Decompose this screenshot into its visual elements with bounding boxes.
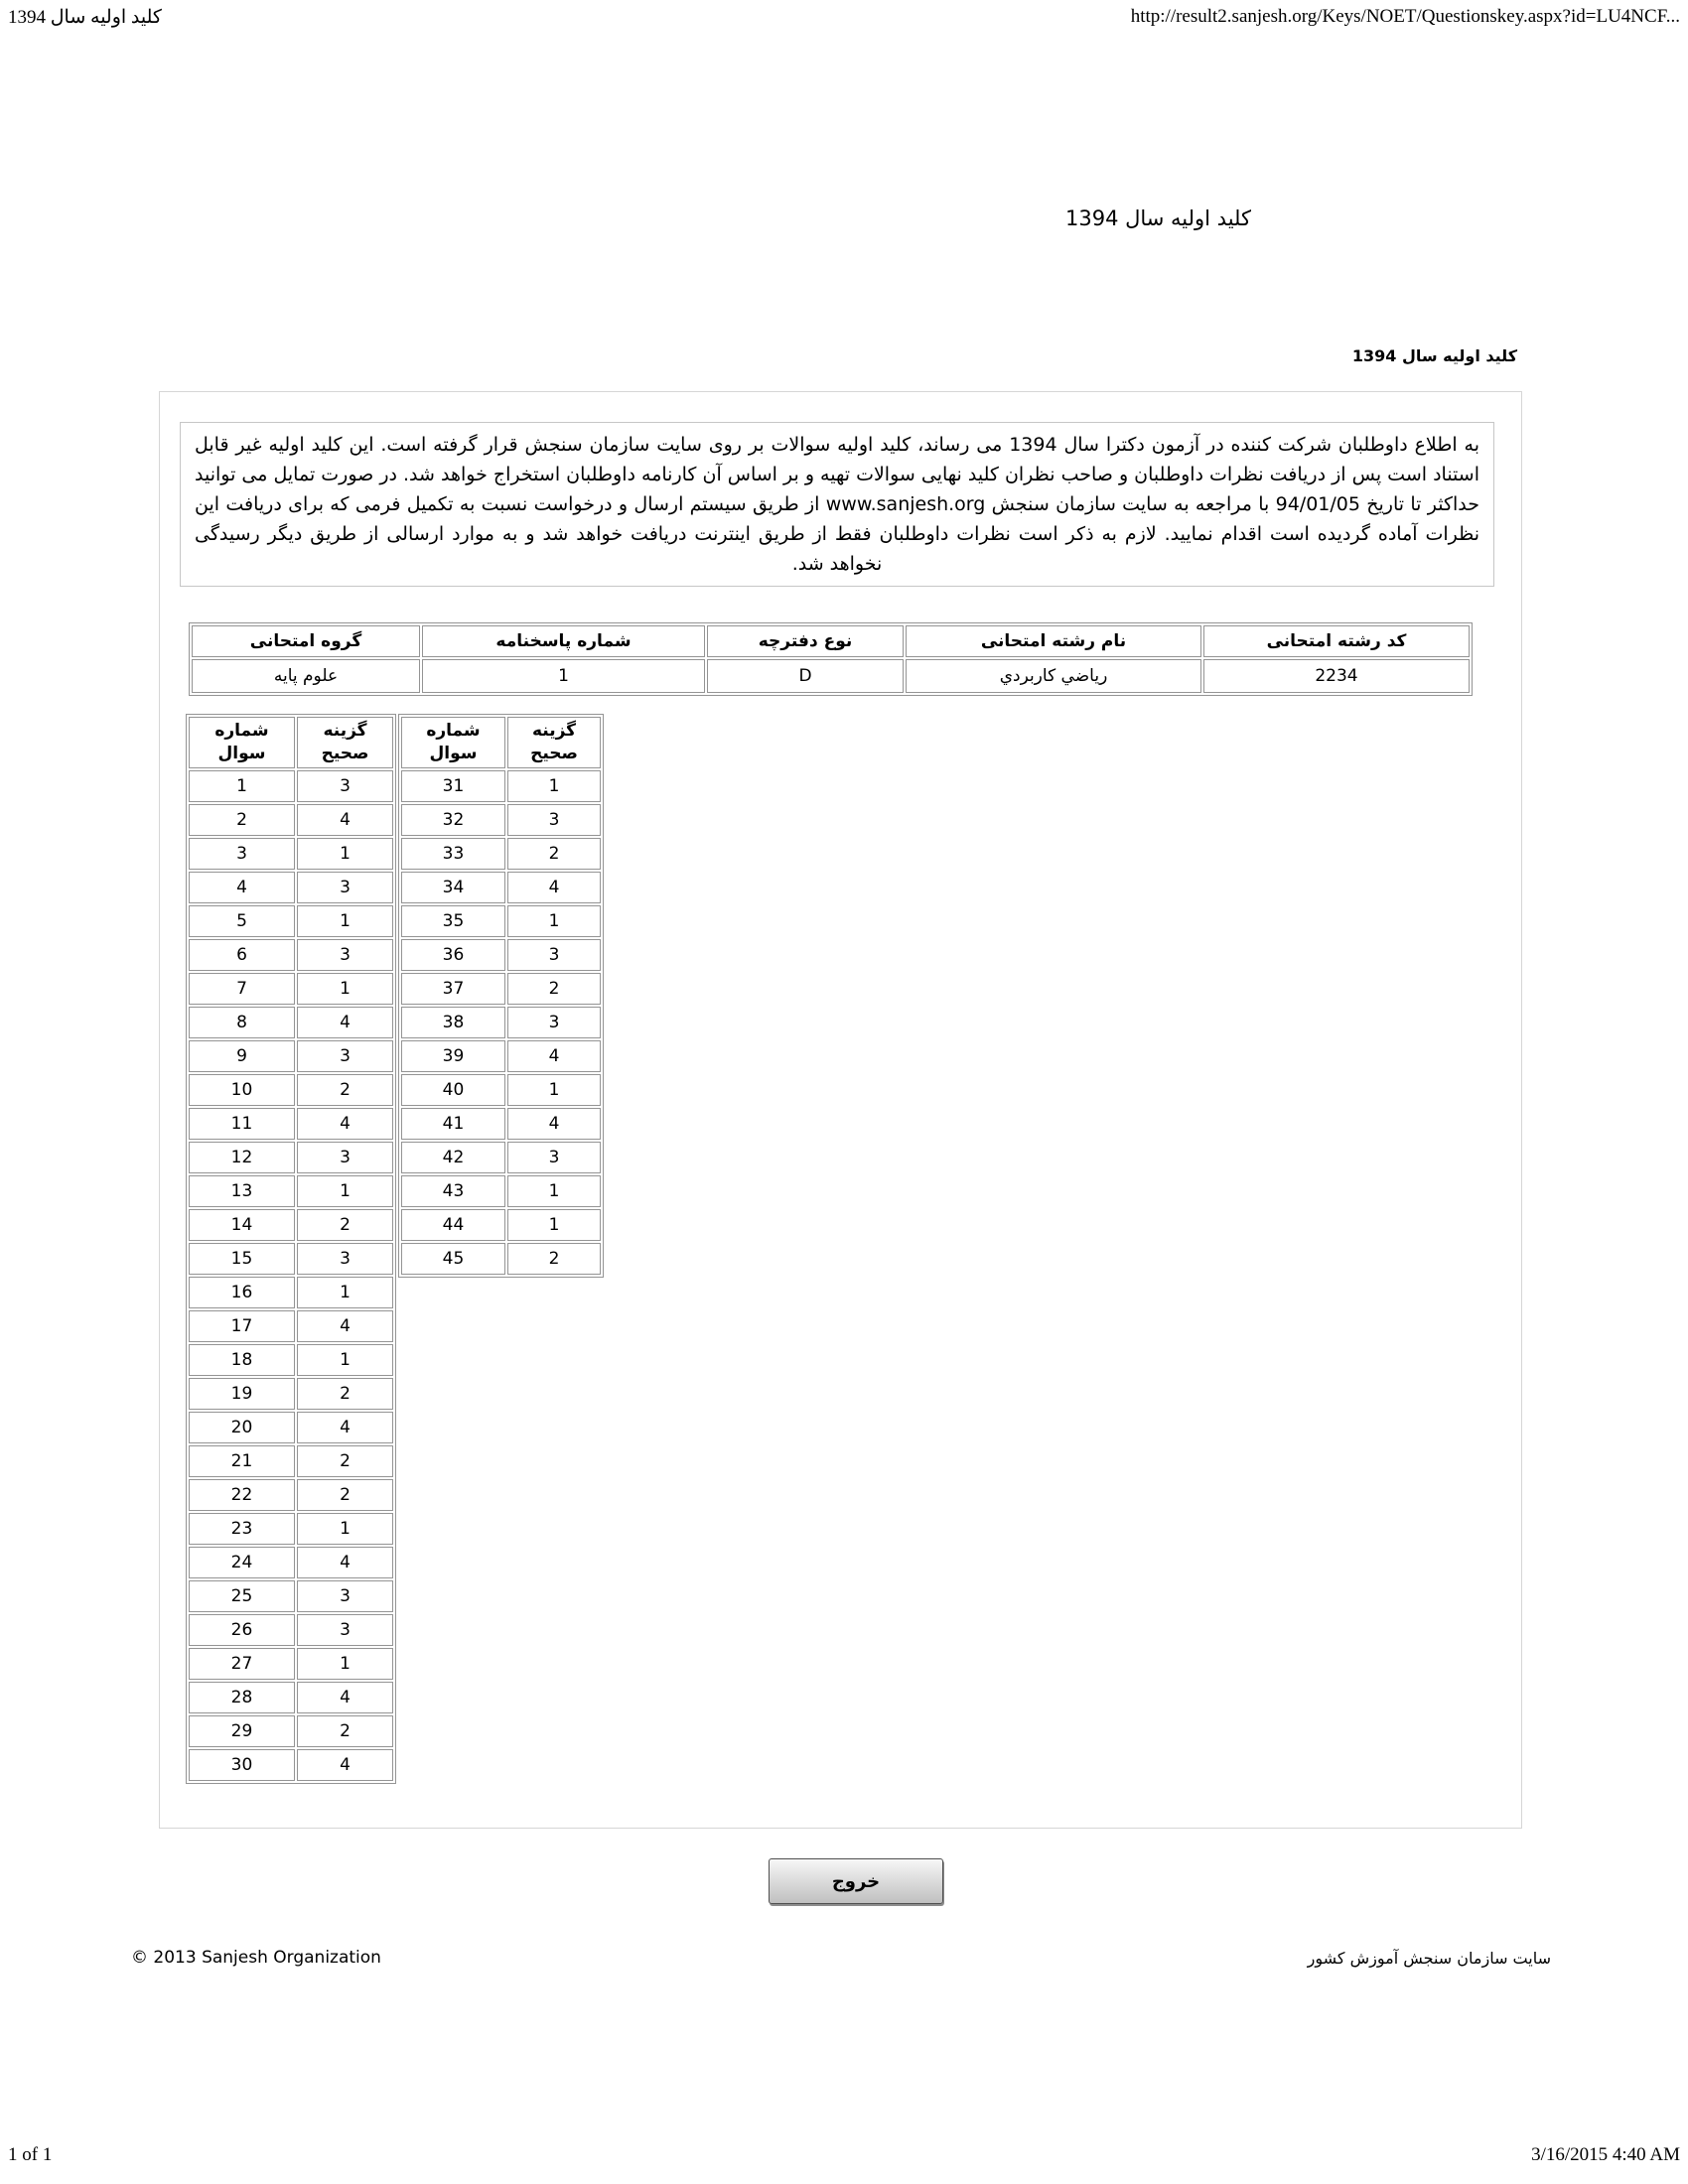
- exam-field-code-value: 2234: [1203, 659, 1470, 693]
- answer-row: [189, 1715, 393, 1747]
- question-number-cell: 14: [189, 1209, 295, 1241]
- answer-row: [189, 1142, 393, 1173]
- question-number-cell: 8: [189, 1007, 295, 1038]
- question-number-cell: 6: [189, 939, 295, 971]
- exam-field-name-header: نام رشته امتحانی: [906, 625, 1201, 657]
- exam-field-name-value: ریاضي کاربردي: [906, 659, 1201, 693]
- answer-row: [401, 1175, 601, 1207]
- question-number-cell: 34: [401, 872, 505, 903]
- question-number-cell: 11: [189, 1108, 295, 1140]
- correct-option-cell: 3: [507, 1007, 601, 1038]
- correct-option-cell: 3: [507, 1142, 601, 1173]
- answer-row: [189, 770, 393, 802]
- correct-option-cell: 4: [297, 804, 393, 836]
- answersheet-number-value: 1: [422, 659, 705, 693]
- question-number-cell: 23: [189, 1513, 295, 1545]
- question-number-cell: 41: [401, 1108, 505, 1140]
- question-number-cell: 27: [189, 1648, 295, 1680]
- question-number-cell: 26: [189, 1614, 295, 1646]
- question-number-cell: 38: [401, 1007, 505, 1038]
- answer-row: [401, 804, 601, 836]
- correct-option-cell: 4: [507, 1108, 601, 1140]
- question-number-cell: 43: [401, 1175, 505, 1207]
- exam-group-value: علوم پایه: [192, 659, 420, 693]
- correct-option-cell: 1: [507, 1175, 601, 1207]
- page-title: کلید اولیه سال 1394: [1064, 206, 1251, 230]
- answer-row: [189, 905, 393, 937]
- answer-row: [189, 1547, 393, 1578]
- question-number-cell: 28: [189, 1682, 295, 1713]
- exam-field-code-header: کد رشته امتحانی: [1203, 625, 1470, 657]
- question-number-cell: 10: [189, 1074, 295, 1106]
- answer-row: [189, 1445, 393, 1477]
- answer-row: [401, 1142, 601, 1173]
- correct-option-cell: 1: [297, 973, 393, 1005]
- correct-option-cell: 4: [507, 872, 601, 903]
- exit-button[interactable]: خروج: [769, 1858, 943, 1904]
- correct-option-cell: 2: [297, 1445, 393, 1477]
- answer-row: [189, 1412, 393, 1443]
- question-number-cell: 37: [401, 973, 505, 1005]
- correct-option-cell: 1: [297, 905, 393, 937]
- answer-row: [189, 1310, 393, 1342]
- question-number-cell: 33: [401, 838, 505, 870]
- answer-row: [401, 1209, 601, 1241]
- notice-text: به اطلاع داوطلبان شرکت کننده در آزمون دکترا سال 1394 می رساند، کلید اولیه سوالات بر روی سایت سازمان سنجش قرار گرفته است. این کلید اولیه غیر قابل استناد است پس از دریافت نظرات داوطلبان و صاحب نظران کلید نهایی سوالات تهیه و بر اساس آن کارنامه داوطلبان استخراج خواهد شد. در صورت تمایل می توانید حداکثر تا تاریخ 94/01/05 با مراجعه به سایت سازمان سنجش www.sanjesh.org از طریق سیستم ارسال و درخواست نسبت به تکمیل فرمی که برای دریافت این نظرات آماده گردیده است اقدام نمایید. لازم به ذکر است نظرات داوطلبان فقط از طریق اینترنت دریافت خواهد شد و به موارد ارسالی از طریق دیگر رسیدگی نخواهد شد.: [195, 434, 1480, 575]
- question-number-cell: 7: [189, 973, 295, 1005]
- correct-option-cell: 1: [297, 1648, 393, 1680]
- answer-row: [401, 1243, 601, 1275]
- answer-row: [401, 1074, 601, 1106]
- answer-row: [401, 1007, 601, 1038]
- print-header-document-title: کلید اولیه سال 1394: [8, 7, 162, 28]
- question-number-cell: 2: [189, 804, 295, 836]
- question-number-column-header: شماره سوال: [189, 717, 295, 768]
- question-number-cell: 24: [189, 1547, 295, 1578]
- correct-option-cell: 2: [297, 1479, 393, 1511]
- answer-row: [189, 1682, 393, 1713]
- notice-box: [180, 422, 1494, 587]
- answer-row: [189, 1648, 393, 1680]
- answer-row: [189, 1277, 393, 1308]
- section-title: کلید اولیه سال 1394: [1351, 346, 1517, 365]
- answer-row: [189, 804, 393, 836]
- correct-option-cell: 4: [297, 1310, 393, 1342]
- correct-option-column-header: گزینه صحیح: [297, 717, 393, 768]
- question-number-cell: 16: [189, 1277, 295, 1308]
- answer-row: [189, 1378, 393, 1410]
- correct-option-cell: 4: [297, 1547, 393, 1578]
- answer-table-header-row: [401, 717, 601, 768]
- correct-option-cell: 1: [297, 838, 393, 870]
- correct-option-cell: 3: [297, 1142, 393, 1173]
- question-number-cell: 12: [189, 1142, 295, 1173]
- correct-option-cell: 4: [297, 1412, 393, 1443]
- question-number-cell: 31: [401, 770, 505, 802]
- question-number-cell: 30: [189, 1749, 295, 1781]
- question-number-cell: 21: [189, 1445, 295, 1477]
- correct-option-cell: 3: [297, 1243, 393, 1275]
- correct-option-cell: 2: [297, 1074, 393, 1106]
- correct-option-cell: 2: [507, 1243, 601, 1275]
- correct-option-cell: 3: [297, 1614, 393, 1646]
- answer-row: [189, 1108, 393, 1140]
- question-number-cell: 40: [401, 1074, 505, 1106]
- question-number-cell: 29: [189, 1715, 295, 1747]
- print-footer-page-number: 1 of 1: [8, 2144, 53, 2165]
- correct-option-cell: 2: [297, 1209, 393, 1241]
- question-number-cell: 19: [189, 1378, 295, 1410]
- answer-table-header-row: [189, 717, 393, 768]
- correct-option-cell: 4: [297, 1108, 393, 1140]
- correct-option-cell: 3: [507, 939, 601, 971]
- correct-option-cell: 1: [507, 905, 601, 937]
- answer-row: [189, 1580, 393, 1612]
- correct-option-cell: 1: [507, 770, 601, 802]
- answer-row: [401, 905, 601, 937]
- exam-group-header: گروه امتحانی: [192, 625, 420, 657]
- print-header-url: http://result2.sanjesh.org/Keys/NOET/Questionskey.aspx?id=LU4NCF...: [1130, 6, 1680, 27]
- answer-row: [189, 1344, 393, 1376]
- correct-option-cell: 4: [297, 1682, 393, 1713]
- correct-option-cell: 3: [297, 939, 393, 971]
- question-number-cell: 5: [189, 905, 295, 937]
- correct-option-cell: 2: [297, 1715, 393, 1747]
- question-number-cell: 32: [401, 804, 505, 836]
- answer-table-1: [186, 714, 396, 1784]
- correct-option-cell: 4: [297, 1749, 393, 1781]
- answer-row: [401, 872, 601, 903]
- question-number-cell: 15: [189, 1243, 295, 1275]
- question-number-cell: 9: [189, 1040, 295, 1072]
- question-number-cell: 22: [189, 1479, 295, 1511]
- exam-info-header-row: [192, 625, 1470, 657]
- answer-row: [401, 973, 601, 1005]
- question-number-cell: 17: [189, 1310, 295, 1342]
- answer-row: [189, 1209, 393, 1241]
- correct-option-cell: 1: [297, 1344, 393, 1376]
- question-number-cell: 35: [401, 905, 505, 937]
- answer-row: [189, 1614, 393, 1646]
- question-number-cell: 13: [189, 1175, 295, 1207]
- correct-option-cell: 1: [297, 1513, 393, 1545]
- answer-row: [189, 1007, 393, 1038]
- answer-row: [189, 1479, 393, 1511]
- print-footer-datetime: 3/16/2015 4:40 AM: [1531, 2144, 1680, 2165]
- question-number-cell: 39: [401, 1040, 505, 1072]
- exam-info-table: [189, 622, 1473, 696]
- answersheet-number-header: شماره پاسخنامه: [422, 625, 705, 657]
- correct-option-cell: 1: [297, 1175, 393, 1207]
- answer-row: [189, 1074, 393, 1106]
- question-number-cell: 36: [401, 939, 505, 971]
- correct-option-cell: 1: [507, 1209, 601, 1241]
- correct-option-column-header: گزینه صحیح: [507, 717, 601, 768]
- question-number-cell: 42: [401, 1142, 505, 1173]
- answer-row: [189, 1749, 393, 1781]
- correct-option-cell: 3: [297, 770, 393, 802]
- answer-table-2: [398, 714, 604, 1278]
- question-number-cell: 3: [189, 838, 295, 870]
- question-number-cell: 44: [401, 1209, 505, 1241]
- content-panel: [159, 391, 1522, 1829]
- correct-option-cell: 3: [297, 1040, 393, 1072]
- answer-row: [401, 1108, 601, 1140]
- copyright-text: © 2013 Sanjesh Organization: [131, 1948, 381, 1968]
- question-number-cell: 1: [189, 770, 295, 802]
- correct-option-cell: 3: [297, 872, 393, 903]
- exam-info-value-row: [192, 659, 1470, 693]
- correct-option-cell: 3: [507, 804, 601, 836]
- answer-row: [401, 1040, 601, 1072]
- correct-option-cell: 3: [297, 1580, 393, 1612]
- answer-row: [401, 770, 601, 802]
- answer-row: [189, 1040, 393, 1072]
- question-number-cell: 4: [189, 872, 295, 903]
- answer-row: [189, 838, 393, 870]
- question-number-cell: 25: [189, 1580, 295, 1612]
- question-number-cell: 45: [401, 1243, 505, 1275]
- correct-option-cell: 4: [507, 1040, 601, 1072]
- answer-row: [401, 939, 601, 971]
- answer-row: [401, 838, 601, 870]
- booklet-type-value: D: [707, 659, 904, 693]
- correct-option-cell: 1: [507, 1074, 601, 1106]
- question-number-column-header: شماره سوال: [401, 717, 505, 768]
- answer-row: [189, 1243, 393, 1275]
- correct-option-cell: 4: [297, 1007, 393, 1038]
- booklet-type-header: نوع دفترچه: [707, 625, 904, 657]
- question-number-cell: 20: [189, 1412, 295, 1443]
- answer-row: [189, 1175, 393, 1207]
- answer-row: [189, 973, 393, 1005]
- correct-option-cell: 1: [297, 1277, 393, 1308]
- correct-option-cell: 2: [507, 838, 601, 870]
- answer-row: [189, 872, 393, 903]
- correct-option-cell: 2: [297, 1378, 393, 1410]
- answer-row: [189, 1513, 393, 1545]
- question-number-cell: 18: [189, 1344, 295, 1376]
- answer-row: [189, 939, 393, 971]
- correct-option-cell: 2: [507, 973, 601, 1005]
- site-name-text: سایت سازمان سنجش آموزش کشور: [1307, 1949, 1551, 1968]
